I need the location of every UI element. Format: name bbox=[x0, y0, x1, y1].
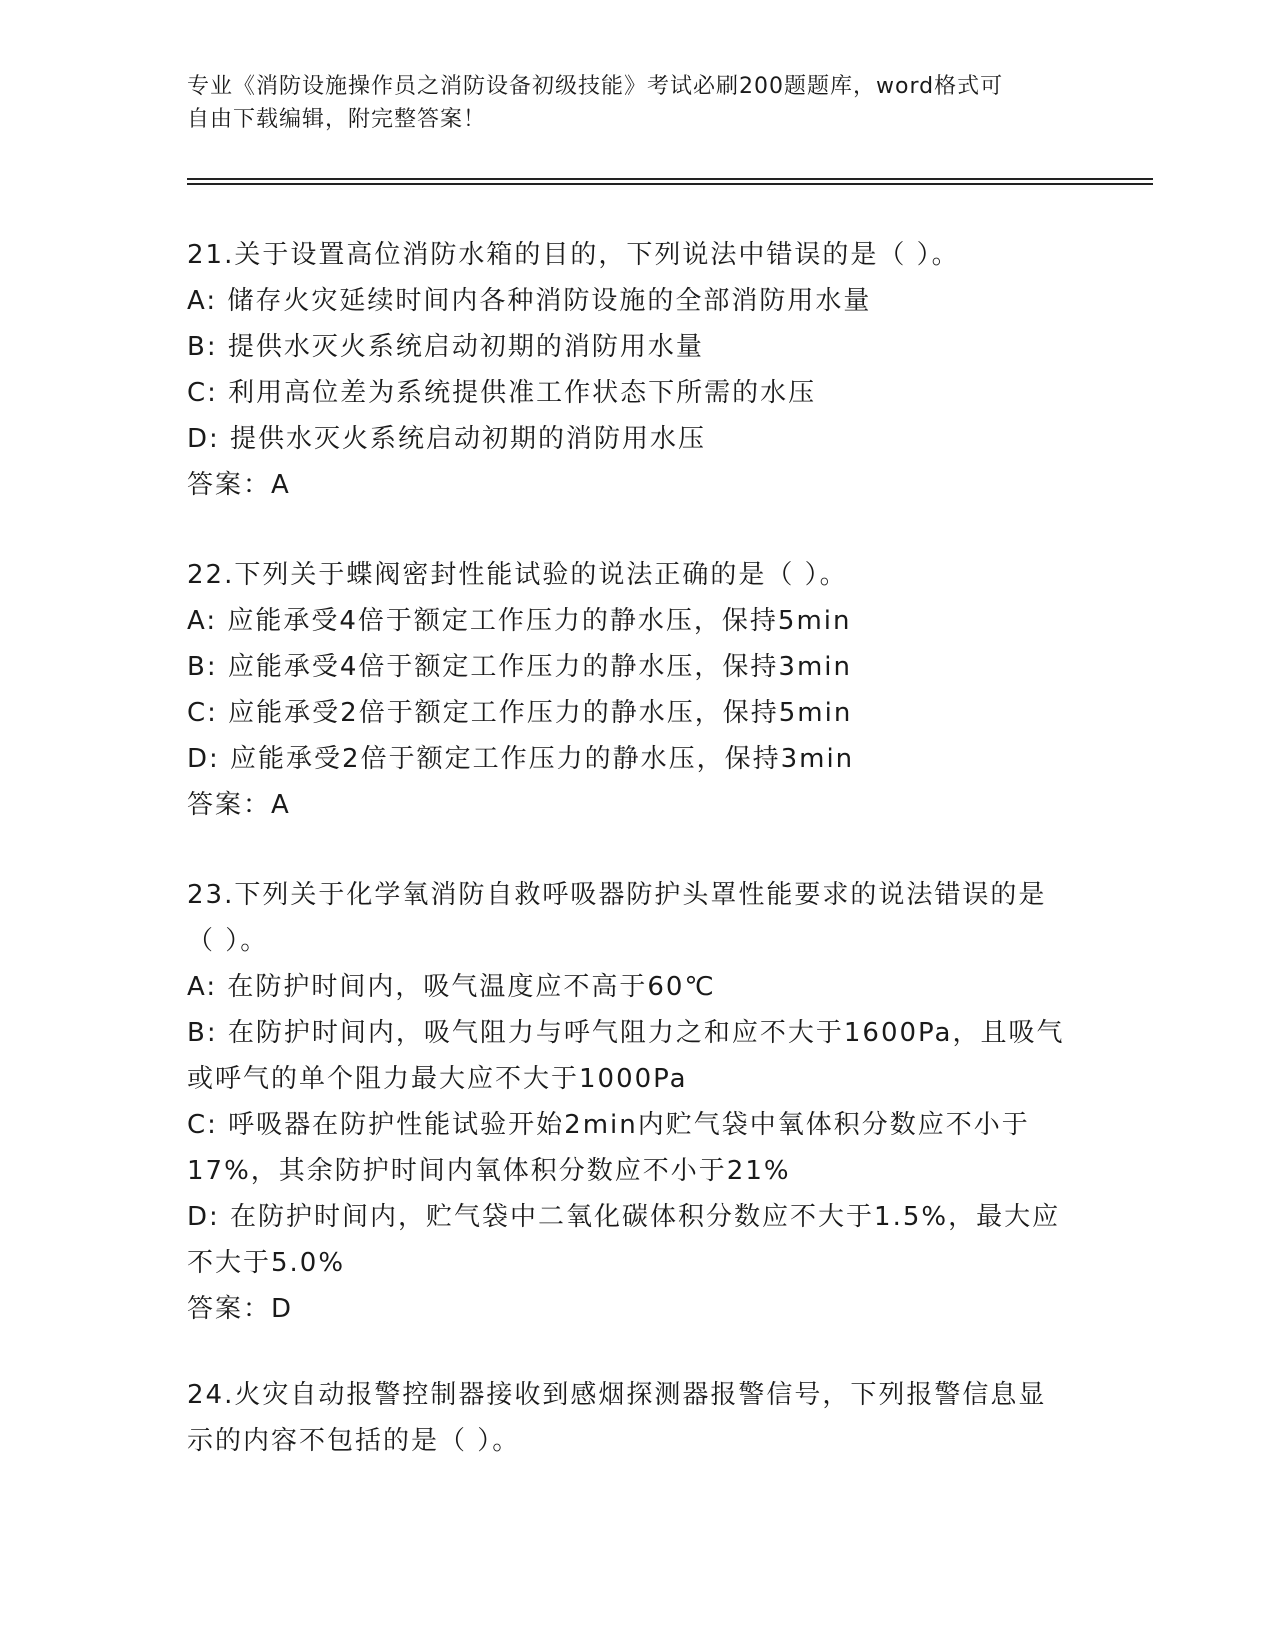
answer: 答案：A bbox=[187, 470, 291, 500]
option-c-line-1: C: 呼吸器在防护性能试验开始2min内贮气袋中氧体积分数应不小于 bbox=[187, 1110, 1030, 1140]
question-21 bbox=[187, 232, 1087, 508]
header-title-line-1: 专业《消防设施操作员之消防设备初级技能》考试必刷200题题库，word格式可 bbox=[187, 74, 1004, 99]
question-stem-line-1: 23.下列关于化学氧消防自救呼吸器防护头罩性能要求的说法错误的是 bbox=[187, 880, 1047, 910]
option-c: C: 应能承受2倍于额定工作压力的静水压，保持5min bbox=[187, 698, 853, 728]
option-a: A: 应能承受4倍于额定工作压力的静水压，保持5min bbox=[187, 606, 852, 636]
document-header bbox=[187, 70, 1087, 136]
option-d-line-1: D: 在防护时间内，贮气袋中二氧化碳体积分数应不大于1.5%，最大应 bbox=[187, 1202, 1061, 1232]
option-b-line-1: B: 在防护时间内，吸气阻力与呼气阻力之和应不大于1600Pa，且吸气 bbox=[187, 1018, 1065, 1048]
option-b: B: 应能承受4倍于额定工作压力的静水压，保持3min bbox=[187, 652, 852, 682]
header-divider-bottom bbox=[187, 183, 1153, 185]
header-title-line-2: 自由下载编辑，附完整答案！ bbox=[187, 107, 487, 132]
option-a: A: 在防护时间内，吸气温度应不高于60℃ bbox=[187, 972, 716, 1002]
answer: 答案：D bbox=[187, 1294, 294, 1324]
question-stem: 22.下列关于蝶阀密封性能试验的说法正确的是（ ）。 bbox=[187, 560, 848, 590]
question-stem-line-2: 示的内容不包括的是（ ）。 bbox=[187, 1426, 521, 1456]
option-b-line-2: 或呼气的单个阻力最大应不大于1000Pa bbox=[187, 1064, 688, 1094]
option-d: D: 提供水灭火系统启动初期的消防用水压 bbox=[187, 424, 707, 454]
option-b: B: 提供水灭火系统启动初期的消防用水量 bbox=[187, 332, 704, 362]
question-22 bbox=[187, 552, 1087, 828]
question-23 bbox=[187, 872, 1087, 1332]
question-stem-line-2: （ ）。 bbox=[187, 926, 269, 956]
option-d: D: 应能承受2倍于额定工作压力的静水压，保持3min bbox=[187, 744, 855, 774]
option-d-line-2: 不大于5.0% bbox=[187, 1248, 346, 1278]
option-c: C: 利用高位差为系统提供准工作状态下所需的水压 bbox=[187, 378, 817, 408]
question-24 bbox=[187, 1372, 1087, 1464]
option-a: A: 储存火灾延续时间内各种消防设施的全部消防用水量 bbox=[187, 286, 872, 316]
header-divider-top bbox=[187, 178, 1153, 180]
question-stem: 21.关于设置高位消防水箱的目的，下列说法中错误的是（ ）。 bbox=[187, 240, 960, 270]
question-stem-line-1: 24.火灾自动报警控制器接收到感烟探测器报警信号，下列报警信息显 bbox=[187, 1380, 1047, 1410]
answer: 答案：A bbox=[187, 790, 291, 820]
option-c-line-2: 17%，其余防护时间内氧体积分数应不小于21% bbox=[187, 1156, 791, 1186]
